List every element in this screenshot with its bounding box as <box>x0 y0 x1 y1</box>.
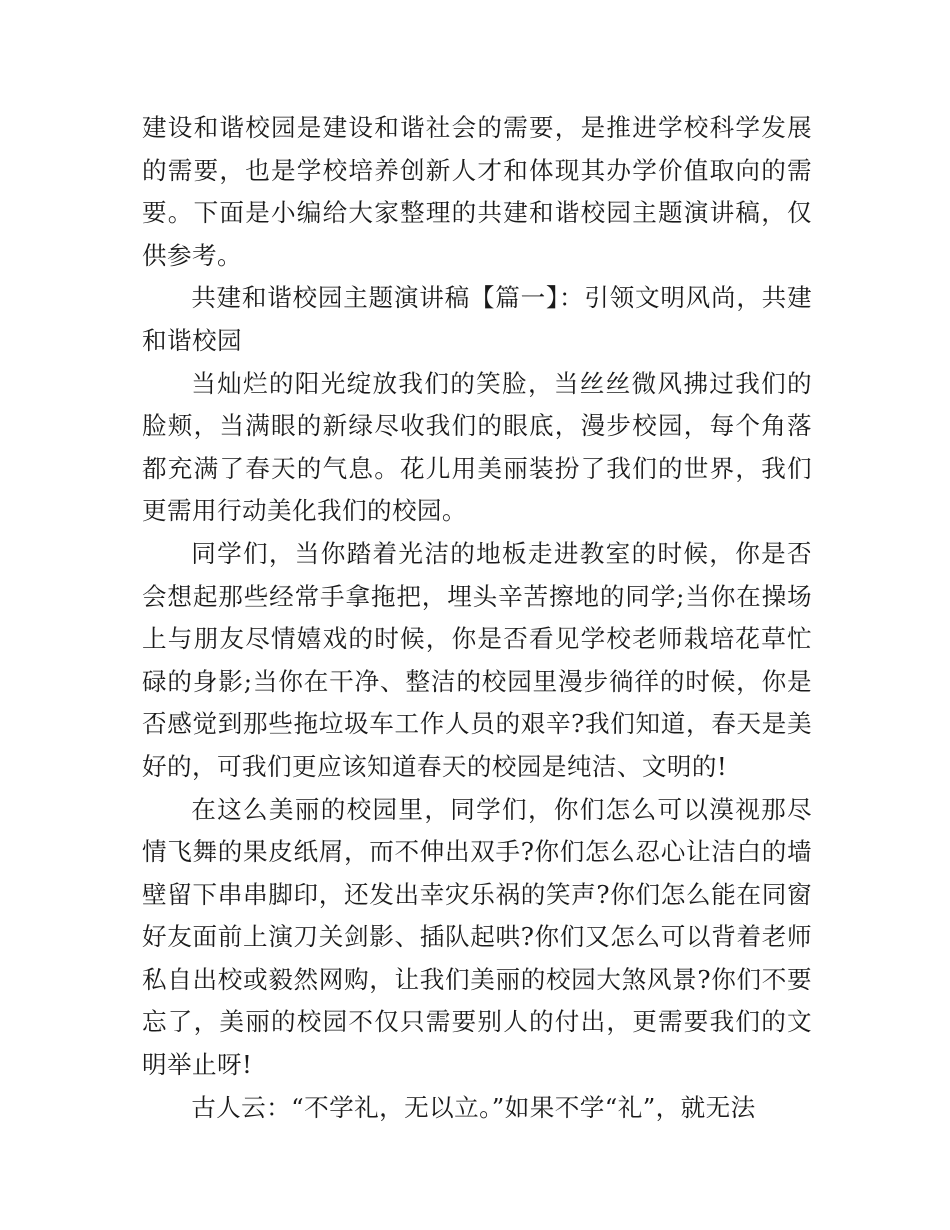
body-paragraph-spring: 当灿烂的阳光绽放我们的笑脸，当丝丝微风拂过我们的脸颊，当满眼的新绿尽收我们的眼底，漫步校园，每个角落都充满了春天的气息。花儿用美丽装扮了我们的世界，我们更需用行动美化我们的校园。 <box>142 368 812 526</box>
body-paragraph-campus: 在这么美丽的校园里，同学们，你们怎么可以漠视那尽情飞舞的果皮纸屑，而不伸出双手?你们怎么忍心让洁白的墙壁留下串串脚印，还发出幸灾乐祸的笑声?你们怎么能在同窗好友面前上演刀关剑影、插队起哄?你们又怎么可以背着老师私自出校或毅然网购，让我们美丽的校园大煞风景?你们不要忘了，美丽的校园不仅只需要别人的付出，更需要我们的文明举止呀! <box>142 794 812 1080</box>
document-body <box>142 107 812 1129</box>
speech-title-paragraph: 共建和谐校园主题演讲稿【篇一】：引领文明风尚，共建和谐校园 <box>142 283 812 355</box>
body-paragraph-classmates: 同学们，当你踏着光洁的地板走进教室的时候，你是否会想起那些经常手拿拖把，埋头辛苦擦地的同学;当你在操场上与朋友尽情嬉戏的时候，你是否看见学校老师栽培花草忙碌的身影;当你在干净、整洁的校园里漫步徜徉的时候，你是否感觉到那些拖垃圾车工作人员的艰辛?我们知道，春天是美好的，可我们更应该知道春天的校园是纯洁、文明的! <box>142 538 812 781</box>
intro-paragraph: 建设和谐校园是建设和谐社会的需要，是推进学校科学发展的需要，也是学校培养创新人才和体现其办学价值取向的需要。下面是小编给大家整理的共建和谐校园主题演讲稿，仅供参考。 <box>142 113 812 270</box>
body-paragraph-ancient-saying: 古人云：“不学礼，无以立。”如果不学“礼”，就无法 <box>191 1092 756 1122</box>
